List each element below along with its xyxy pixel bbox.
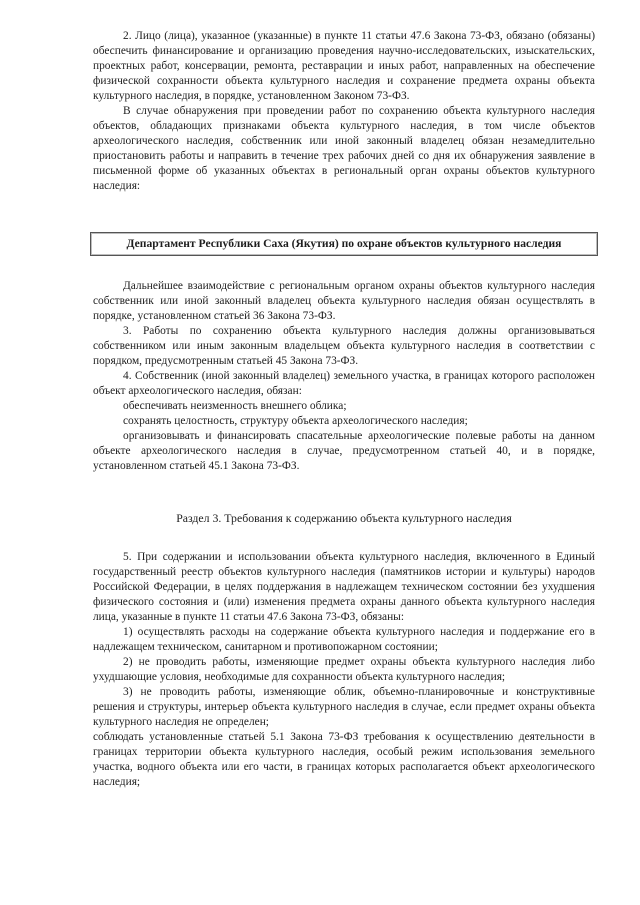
paragraph-item-4: 4. Собственник (иной законный владелец) земельного участка, в границах которого расположен объект археологического наследия, обязан: [93, 370, 595, 397]
paragraph-obligation-rescue-works: организовывать и финансировать спасательные археологические полевые работы на данном объекте археологического наследия в случае, предусмотренном статьей 40, и в порядке, установленном статьей 45.1 Закона 73-ФЗ. [93, 430, 595, 472]
paragraph-obligation-integrity: сохранять целостность, структуру объекта археологического наследия; [123, 415, 468, 427]
top-text-block [93, 29, 595, 194]
paragraph-discovery: В случае обнаружения при проведении работ по сохранению объекта культурного наследия объектов, обладающих признаками объекта культурного наследия, в том числе объектов археологического наследия, собственник или иной законный владелец обязан незамедлительно приостановить работы и направить в течение трех рабочих дней со дня их обнаружения заявление в письменной форме об указанных объектах в региональный орган охраны объектов культурного наследия: [93, 105, 595, 192]
paragraph-comply-requirements: соблюдать установленные статьей 5.1 Закона 73-ФЗ требования к осуществлению деятельности в границах территории объекта культурного наследия, особый режим использования земельного участка, водного объекта или его части, в границах которых располагается объект археологического наследия; [93, 731, 595, 788]
paragraph-item-3: 3. Работы по сохранению объекта культурного наследия должны организовываться собственником или иным законным владельцем объекта культурного наследия в соответствии с порядком, предусмотренным статьей 45 Закона 73-ФЗ. [93, 325, 595, 367]
paragraph-obligation-appearance: обеспечивать неизменность внешнего облика; [123, 400, 347, 412]
paragraph-item-5: 5. При содержании и использовании объекта культурного наследия, включенного в Единый государственный реестр объектов культурного наследия (памятников истории и культуры) народов Российской Федерации, в целях поддержания в надлежащем техническом состоянии без ухудшения физического состояния и (или) изменения предмета охраны данного объекта культурного наследия лица, указанные в пункте 11 статьи 47.6 Закона 73-ФЗ, обязаны: [93, 551, 595, 623]
paragraph-subitem-2: 2) не проводить работы, изменяющие предмет охраны объекта культурного наследия либо ухудшающие условия, необходимые для сохранности объекта культурного наследия; [93, 656, 595, 683]
section-3-heading: Раздел 3. Требования к содержанию объекта культурного наследия [176, 511, 512, 525]
paragraph-subitem-1: 1) осуществлять расходы на содержание объекта культурного наследия и поддержание его в надлежащем техническом, санитарном и противопожарном состоянии; [93, 626, 595, 653]
bottom-text-block [93, 550, 595, 790]
middle-text-block [93, 279, 595, 474]
paragraph-subitem-3: 3) не проводить работы, изменяющие облик, объемно-планировочные и конструктивные решения и структуры, интерьер объекта культурного наследия в случае, если предмет охраны объекта культурного наследия не определен; [93, 686, 595, 728]
paragraph-interaction: Дальнейшее взаимодействие с региональным органом охраны объектов культурного наследия собственник или иной законный владелец объекта культурного наследия обязан осуществлять в порядке, установленном статьей 36 Закона 73-ФЗ. [93, 280, 595, 322]
department-box [90, 232, 598, 256]
paragraph-item-2: 2. Лицо (лица), указанное (указанные) в пункте 11 статьи 47.6 Закона 73-ФЗ, обязано (обязаны) обеспечить финансирование и организацию проведения научно-исследовательских, изыскательских, проектных работ, консервации, ремонта, реставрации и иных работ, направленных на обеспечение физической сохранности объекта культурного наследия и сохранение предмета охраны объекта культурного наследия, в порядке, установленном Законом 73-ФЗ. [93, 30, 595, 102]
department-title: Департамент Республики Саха (Якутия) по охране объектов культурного наследия [126, 237, 562, 250]
